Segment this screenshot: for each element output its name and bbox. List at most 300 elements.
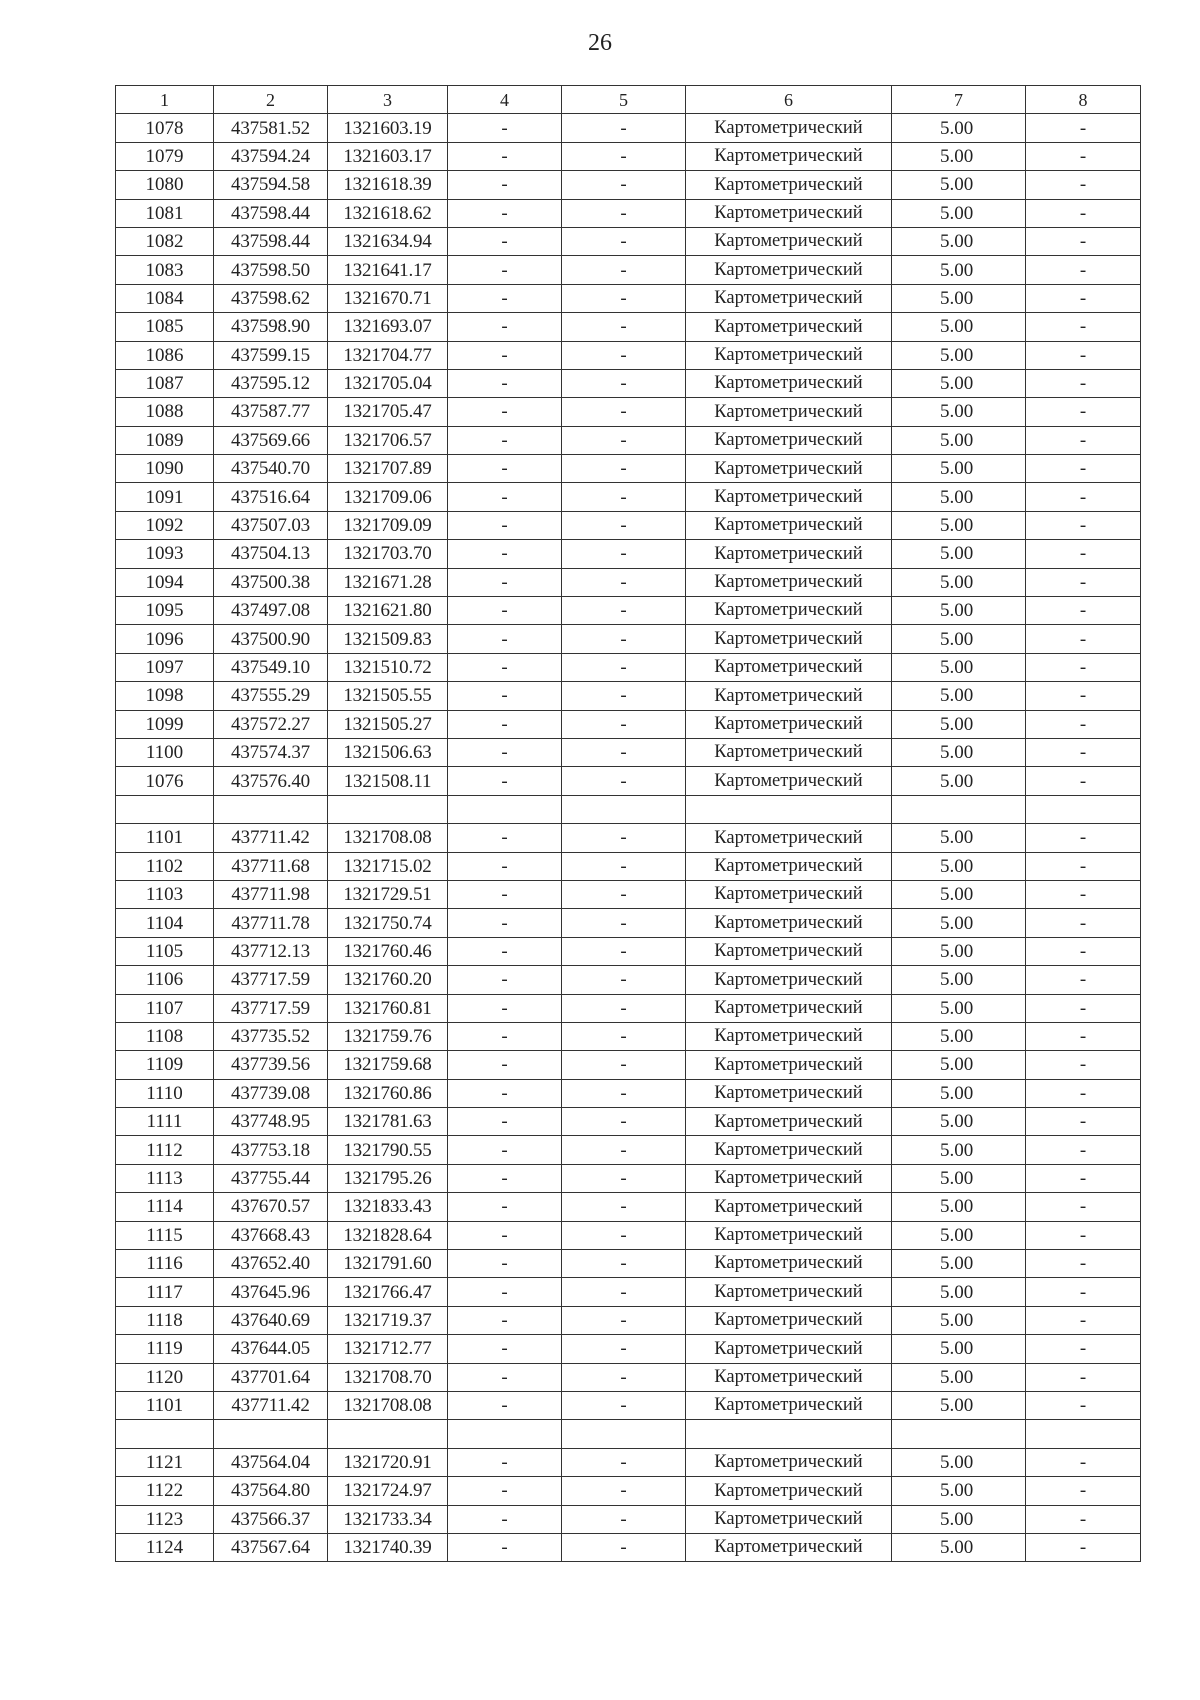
table-row xyxy=(116,540,1141,568)
table-cell-col-8: - xyxy=(1026,256,1141,284)
table-cell-col-5: - xyxy=(562,852,686,880)
table-cell-col-4: - xyxy=(448,1477,562,1505)
table-cell-col-7: 5.00 xyxy=(892,909,1026,937)
table-cell-col-8: - xyxy=(1026,738,1141,766)
table-cell-col-8: - xyxy=(1026,1335,1141,1363)
table-cell-col-7: 5.00 xyxy=(892,568,1026,596)
table-cell-col-6: Картометрический xyxy=(686,313,892,341)
column-header-4: 4 xyxy=(448,86,562,114)
table-cell-col-3: 1321720.91 xyxy=(328,1448,448,1476)
table-row xyxy=(116,1136,1141,1164)
table-cell-col-1: 1102 xyxy=(116,852,214,880)
table-cell-col-4: - xyxy=(448,1505,562,1533)
table-cell-col-1: 1117 xyxy=(116,1278,214,1306)
table-cell-col-3: 1321760.20 xyxy=(328,966,448,994)
table-cell-col-5: - xyxy=(562,1164,686,1192)
table-cell-col-4: - xyxy=(448,171,562,199)
table-cell-col-5: - xyxy=(562,1448,686,1476)
table-row xyxy=(116,767,1141,795)
table-row xyxy=(116,369,1141,397)
table-cell-col-8: - xyxy=(1026,1505,1141,1533)
table-cell-col-5: - xyxy=(562,227,686,255)
table-cell-col-6: Картометрический xyxy=(686,852,892,880)
table-row xyxy=(116,880,1141,908)
table-cell-col-8: - xyxy=(1026,682,1141,710)
table-cell-col-7: 5.00 xyxy=(892,1391,1026,1419)
table-cell-col-1: 1080 xyxy=(116,171,214,199)
table-cell-col-1: 1101 xyxy=(116,1391,214,1419)
table-cell-col-4: - xyxy=(448,1079,562,1107)
table-cell-col-8: - xyxy=(1026,1477,1141,1505)
table-cell-col-3: 1321671.28 xyxy=(328,568,448,596)
table-cell-col-1: 1092 xyxy=(116,511,214,539)
table-cell-col-7: 5.00 xyxy=(892,1306,1026,1334)
table-row xyxy=(116,1108,1141,1136)
table-cell-col-1: 1081 xyxy=(116,199,214,227)
table-cell-col-6: Картометрический xyxy=(686,1108,892,1136)
table-cell-col-3: 1321759.68 xyxy=(328,1051,448,1079)
table-cell-col-7: 5.00 xyxy=(892,369,1026,397)
table-cell-col-6: Картометрический xyxy=(686,1306,892,1334)
table-cell-col-3: 1321750.74 xyxy=(328,909,448,937)
table-cell-col-6: Картометрический xyxy=(686,653,892,681)
table-cell-col-1: 1085 xyxy=(116,313,214,341)
table-cell-col-5: - xyxy=(562,313,686,341)
table-cell-col-4: - xyxy=(448,455,562,483)
column-header-8: 8 xyxy=(1026,86,1141,114)
table-cell-col-7: 5.00 xyxy=(892,682,1026,710)
table-cell-col-6 xyxy=(686,795,892,823)
table-cell-col-1: 1086 xyxy=(116,341,214,369)
table-cell-col-6: Картометрический xyxy=(686,966,892,994)
table-cell-col-8 xyxy=(1026,1420,1141,1448)
table-cell-col-1 xyxy=(116,795,214,823)
table-cell-col-6: Картометрический xyxy=(686,1051,892,1079)
table-cell-col-8 xyxy=(1026,795,1141,823)
table-cell-col-7: 5.00 xyxy=(892,540,1026,568)
table-cell-col-8: - xyxy=(1026,1079,1141,1107)
table-cell-col-3: 1321729.51 xyxy=(328,880,448,908)
table-cell-col-1: 1108 xyxy=(116,1022,214,1050)
table-cell-col-1: 1095 xyxy=(116,597,214,625)
table-cell-col-5: - xyxy=(562,1505,686,1533)
table-cell-col-4: - xyxy=(448,369,562,397)
table-cell-col-8: - xyxy=(1026,341,1141,369)
table-cell-col-4: - xyxy=(448,1391,562,1419)
table-cell-col-1: 1093 xyxy=(116,540,214,568)
table-cell-col-7 xyxy=(892,795,1026,823)
table-cell-col-4: - xyxy=(448,1335,562,1363)
table-cell-col-1: 1109 xyxy=(116,1051,214,1079)
table-cell-col-1: 1105 xyxy=(116,937,214,965)
table-row xyxy=(116,1391,1141,1419)
table-cell-col-8: - xyxy=(1026,852,1141,880)
table-cell-col-3: 1321781.63 xyxy=(328,1108,448,1136)
table-cell-col-1: 1118 xyxy=(116,1306,214,1334)
table-cell-col-7: 5.00 xyxy=(892,994,1026,1022)
table-cell-col-5: - xyxy=(562,199,686,227)
table-cell-col-7: 5.00 xyxy=(892,114,1026,142)
table-cell-col-1: 1114 xyxy=(116,1193,214,1221)
table-cell-col-5: - xyxy=(562,710,686,738)
table-row xyxy=(116,1448,1141,1476)
table-cell-col-1: 1082 xyxy=(116,227,214,255)
table-row xyxy=(116,1335,1141,1363)
table-cell-col-3: 1321766.47 xyxy=(328,1278,448,1306)
table-cell-col-8: - xyxy=(1026,284,1141,312)
table-cell-col-1: 1101 xyxy=(116,824,214,852)
table-cell-col-6: Картометрический xyxy=(686,227,892,255)
table-cell-col-6: Картометрический xyxy=(686,1391,892,1419)
table-cell-col-2: 437755.44 xyxy=(214,1164,328,1192)
table-cell-col-5: - xyxy=(562,1051,686,1079)
table-header-row xyxy=(116,86,1141,114)
table-cell-col-8: - xyxy=(1026,1136,1141,1164)
table-cell-col-5: - xyxy=(562,880,686,908)
column-header-5: 5 xyxy=(562,86,686,114)
table-cell-col-6 xyxy=(686,1420,892,1448)
table-cell-col-8: - xyxy=(1026,398,1141,426)
table-cell-col-2: 437572.27 xyxy=(214,710,328,738)
table-cell-col-8: - xyxy=(1026,1533,1141,1561)
table-cell-col-6: Картометрический xyxy=(686,369,892,397)
table-cell-col-1: 1096 xyxy=(116,625,214,653)
table-cell-col-7: 5.00 xyxy=(892,824,1026,852)
table-cell-col-3 xyxy=(328,1420,448,1448)
table-cell-col-3: 1321740.39 xyxy=(328,1533,448,1561)
table-cell-col-3: 1321703.70 xyxy=(328,540,448,568)
table-cell-col-5: - xyxy=(562,682,686,710)
table-cell-col-7: 5.00 xyxy=(892,1108,1026,1136)
table-cell-col-4 xyxy=(448,1420,562,1448)
table-cell-col-5: - xyxy=(562,341,686,369)
table-row xyxy=(116,1363,1141,1391)
table-cell-col-3: 1321670.71 xyxy=(328,284,448,312)
table-cell-col-6: Картометрический xyxy=(686,1164,892,1192)
table-cell-col-1: 1110 xyxy=(116,1079,214,1107)
table-cell-col-6: Картометрический xyxy=(686,738,892,766)
table-cell-col-7: 5.00 xyxy=(892,597,1026,625)
table-cell-col-8: - xyxy=(1026,1221,1141,1249)
table-cell-col-4: - xyxy=(448,398,562,426)
table-cell-col-8: - xyxy=(1026,1108,1141,1136)
table-cell-col-4: - xyxy=(448,738,562,766)
table-cell-col-4: - xyxy=(448,1533,562,1561)
table-cell-col-2: 437670.57 xyxy=(214,1193,328,1221)
table-cell-col-1: 1103 xyxy=(116,880,214,908)
table-cell-col-6: Картометрический xyxy=(686,483,892,511)
table-cell-col-2: 437598.62 xyxy=(214,284,328,312)
column-header-1: 1 xyxy=(116,86,214,114)
table-cell-col-2: 437701.64 xyxy=(214,1363,328,1391)
table-cell-col-4: - xyxy=(448,284,562,312)
table-cell-col-7: 5.00 xyxy=(892,1278,1026,1306)
table-cell-col-4: - xyxy=(448,341,562,369)
table-cell-col-5: - xyxy=(562,1306,686,1334)
table-cell-col-1: 1076 xyxy=(116,767,214,795)
table-cell-col-8: - xyxy=(1026,426,1141,454)
table-cell-col-7: 5.00 xyxy=(892,852,1026,880)
table-cell-col-7: 5.00 xyxy=(892,483,1026,511)
table-cell-col-5: - xyxy=(562,653,686,681)
table-cell-col-2: 437712.13 xyxy=(214,937,328,965)
table-cell-col-3: 1321506.63 xyxy=(328,738,448,766)
table-cell-col-3: 1321505.27 xyxy=(328,710,448,738)
table-cell-col-8: - xyxy=(1026,1022,1141,1050)
table-row xyxy=(116,256,1141,284)
table-cell-col-8: - xyxy=(1026,597,1141,625)
table-cell-col-7: 5.00 xyxy=(892,1335,1026,1363)
table-cell-col-2: 437516.64 xyxy=(214,483,328,511)
table-cell-col-3: 1321759.76 xyxy=(328,1022,448,1050)
table-row xyxy=(116,341,1141,369)
table-cell-col-3: 1321795.26 xyxy=(328,1164,448,1192)
table-row xyxy=(116,568,1141,596)
table-cell-col-4: - xyxy=(448,1278,562,1306)
column-header-7: 7 xyxy=(892,86,1026,114)
table-cell-col-2: 437587.77 xyxy=(214,398,328,426)
table-cell-col-6: Картометрический xyxy=(686,1136,892,1164)
table-cell-col-6: Картометрический xyxy=(686,682,892,710)
table-cell-col-1: 1123 xyxy=(116,1505,214,1533)
table-cell-col-3: 1321724.97 xyxy=(328,1477,448,1505)
column-header-3: 3 xyxy=(328,86,448,114)
table-cell-col-5: - xyxy=(562,1391,686,1419)
table-cell-col-4: - xyxy=(448,1306,562,1334)
table-cell-col-5 xyxy=(562,1420,686,1448)
table-row xyxy=(116,398,1141,426)
table-cell-col-1: 1100 xyxy=(116,738,214,766)
table-cell-col-8: - xyxy=(1026,114,1141,142)
table-cell-col-2: 437739.56 xyxy=(214,1051,328,1079)
table-cell-col-5: - xyxy=(562,1477,686,1505)
table-cell-col-1: 1090 xyxy=(116,455,214,483)
table-cell-col-3: 1321621.80 xyxy=(328,597,448,625)
table-cell-col-4: - xyxy=(448,1108,562,1136)
table-cell-col-8: - xyxy=(1026,483,1141,511)
table-cell-col-7: 5.00 xyxy=(892,1221,1026,1249)
table-cell-col-7: 5.00 xyxy=(892,171,1026,199)
table-row xyxy=(116,1250,1141,1278)
table-cell-col-5: - xyxy=(562,625,686,653)
column-header-6: 6 xyxy=(686,86,892,114)
table-cell-col-7: 5.00 xyxy=(892,313,1026,341)
table-cell-col-8: - xyxy=(1026,1051,1141,1079)
table-cell-col-5: - xyxy=(562,1079,686,1107)
table-cell-col-3: 1321709.06 xyxy=(328,483,448,511)
table-cell-col-2: 437595.12 xyxy=(214,369,328,397)
table-cell-col-3: 1321708.08 xyxy=(328,824,448,852)
table-cell-col-5: - xyxy=(562,1335,686,1363)
table-cell-col-3: 1321510.72 xyxy=(328,653,448,681)
table-cell-col-5: - xyxy=(562,114,686,142)
table-cell-col-8: - xyxy=(1026,369,1141,397)
table-cell-col-2: 437569.66 xyxy=(214,426,328,454)
table-cell-col-5: - xyxy=(562,142,686,170)
table-cell-col-4: - xyxy=(448,568,562,596)
table-cell-col-8: - xyxy=(1026,455,1141,483)
table-cell-col-1: 1106 xyxy=(116,966,214,994)
table-cell-col-7: 5.00 xyxy=(892,511,1026,539)
table-cell-col-2: 437717.59 xyxy=(214,966,328,994)
table-cell-col-5: - xyxy=(562,767,686,795)
table-cell-col-5: - xyxy=(562,284,686,312)
table-cell-col-4: - xyxy=(448,909,562,937)
table-cell-col-3: 1321509.83 xyxy=(328,625,448,653)
table-cell-col-8: - xyxy=(1026,966,1141,994)
table-cell-col-6: Картометрический xyxy=(686,142,892,170)
table-cell-col-6: Картометрический xyxy=(686,994,892,1022)
table-cell-col-6: Картометрический xyxy=(686,1363,892,1391)
table-cell-col-4: - xyxy=(448,824,562,852)
table-cell-col-6: Картометрический xyxy=(686,767,892,795)
table-cell-col-2: 437581.52 xyxy=(214,114,328,142)
table-cell-col-3: 1321705.47 xyxy=(328,398,448,426)
table-cell-col-8: - xyxy=(1026,199,1141,227)
table-cell-col-4: - xyxy=(448,256,562,284)
table-cell-col-6: Картометрический xyxy=(686,625,892,653)
table-cell-col-5: - xyxy=(562,1278,686,1306)
table-cell-col-7: 5.00 xyxy=(892,1363,1026,1391)
table-cell-col-3: 1321709.09 xyxy=(328,511,448,539)
table-row xyxy=(116,1164,1141,1192)
table-cell-col-3: 1321760.81 xyxy=(328,994,448,1022)
table-cell-col-6: Картометрический xyxy=(686,341,892,369)
table-cell-col-2: 437497.08 xyxy=(214,597,328,625)
table-cell-col-1: 1121 xyxy=(116,1448,214,1476)
table-cell-col-2: 437739.08 xyxy=(214,1079,328,1107)
table-row xyxy=(116,1193,1141,1221)
table-cell-col-3: 1321508.11 xyxy=(328,767,448,795)
table-cell-col-3: 1321704.77 xyxy=(328,341,448,369)
table-cell-col-4: - xyxy=(448,426,562,454)
table-cell-col-3: 1321791.60 xyxy=(328,1250,448,1278)
table-cell-col-5: - xyxy=(562,1193,686,1221)
table-cell-col-8: - xyxy=(1026,909,1141,937)
table-row xyxy=(116,171,1141,199)
table-cell-col-5: - xyxy=(562,597,686,625)
table-row xyxy=(116,909,1141,937)
table-cell-col-7: 5.00 xyxy=(892,341,1026,369)
coordinates-table xyxy=(115,85,1141,1562)
table-cell-col-2: 437598.50 xyxy=(214,256,328,284)
table-cell-col-8: - xyxy=(1026,171,1141,199)
table-cell-col-1: 1113 xyxy=(116,1164,214,1192)
table-cell-col-5: - xyxy=(562,1221,686,1249)
table-cell-col-7: 5.00 xyxy=(892,767,1026,795)
table-cell-col-3: 1321828.64 xyxy=(328,1221,448,1249)
table-cell-col-2: 437507.03 xyxy=(214,511,328,539)
table-cell-col-5: - xyxy=(562,369,686,397)
table-cell-col-2 xyxy=(214,1420,328,1448)
table-cell-col-4: - xyxy=(448,114,562,142)
table-cell-col-1: 1104 xyxy=(116,909,214,937)
table-cell-col-1: 1089 xyxy=(116,426,214,454)
table-cell-col-7: 5.00 xyxy=(892,199,1026,227)
table-cell-col-6: Картометрический xyxy=(686,511,892,539)
table-cell-col-2: 437652.40 xyxy=(214,1250,328,1278)
table-cell-col-2: 437566.37 xyxy=(214,1505,328,1533)
table-cell-col-3: 1321693.07 xyxy=(328,313,448,341)
table-row xyxy=(116,966,1141,994)
table-cell-col-6: Картометрический xyxy=(686,398,892,426)
table-cell-col-2: 437598.44 xyxy=(214,199,328,227)
table-cell-col-4: - xyxy=(448,1164,562,1192)
table-row xyxy=(116,114,1141,142)
table-cell-col-7: 5.00 xyxy=(892,426,1026,454)
table-cell-col-2: 437564.04 xyxy=(214,1448,328,1476)
table-cell-col-3: 1321707.89 xyxy=(328,455,448,483)
table-cell-col-2: 437717.59 xyxy=(214,994,328,1022)
column-header-2: 2 xyxy=(214,86,328,114)
table-cell-col-8: - xyxy=(1026,540,1141,568)
table-cell-col-7: 5.00 xyxy=(892,1448,1026,1476)
table-cell-col-2: 437668.43 xyxy=(214,1221,328,1249)
table-cell-col-1: 1083 xyxy=(116,256,214,284)
table-cell-col-4: - xyxy=(448,142,562,170)
table-cell-col-4: - xyxy=(448,1221,562,1249)
table-cell-col-4: - xyxy=(448,1193,562,1221)
table-cell-col-7 xyxy=(892,1420,1026,1448)
table-cell-col-3: 1321641.17 xyxy=(328,256,448,284)
table-cell-col-2: 437598.44 xyxy=(214,227,328,255)
table-row xyxy=(116,1221,1141,1249)
table-cell-col-1: 1094 xyxy=(116,568,214,596)
table-cell-col-4: - xyxy=(448,994,562,1022)
table-cell-col-5: - xyxy=(562,1250,686,1278)
table-cell-col-6: Картометрический xyxy=(686,1448,892,1476)
table-cell-col-5: - xyxy=(562,256,686,284)
table-cell-col-2: 437564.80 xyxy=(214,1477,328,1505)
table-cell-col-5: - xyxy=(562,426,686,454)
table-cell-col-7: 5.00 xyxy=(892,1022,1026,1050)
table-cell-col-7: 5.00 xyxy=(892,1477,1026,1505)
table-cell-col-1: 1107 xyxy=(116,994,214,1022)
table-cell-col-6: Картометрический xyxy=(686,256,892,284)
table-cell-col-7: 5.00 xyxy=(892,710,1026,738)
table-cell-col-1: 1079 xyxy=(116,142,214,170)
table-cell-col-7: 5.00 xyxy=(892,1136,1026,1164)
table-row xyxy=(116,625,1141,653)
table-cell-col-8: - xyxy=(1026,710,1141,738)
table-cell-col-8: - xyxy=(1026,568,1141,596)
table-cell-col-2: 437549.10 xyxy=(214,653,328,681)
table-row xyxy=(116,852,1141,880)
table-cell-col-2: 437753.18 xyxy=(214,1136,328,1164)
table-cell-col-4: - xyxy=(448,511,562,539)
table-cell-col-8: - xyxy=(1026,625,1141,653)
table-cell-col-1: 1098 xyxy=(116,682,214,710)
table-cell-col-7: 5.00 xyxy=(892,653,1026,681)
table-cell-col-7: 5.00 xyxy=(892,937,1026,965)
table-cell-col-6: Картометрический xyxy=(686,426,892,454)
table-cell-col-4: - xyxy=(448,966,562,994)
table-cell-col-5: - xyxy=(562,909,686,937)
table-cell-col-4: - xyxy=(448,1022,562,1050)
table-cell-col-3: 1321618.62 xyxy=(328,199,448,227)
table-cell-col-3: 1321634.94 xyxy=(328,227,448,255)
table-cell-col-8: - xyxy=(1026,1448,1141,1476)
table-cell-col-8: - xyxy=(1026,1250,1141,1278)
table-cell-col-2: 437598.90 xyxy=(214,313,328,341)
table-cell-col-5: - xyxy=(562,1363,686,1391)
table-cell-col-1: 1116 xyxy=(116,1250,214,1278)
table-cell-col-1: 1097 xyxy=(116,653,214,681)
table-cell-col-2: 437711.42 xyxy=(214,824,328,852)
table-cell-col-1: 1120 xyxy=(116,1363,214,1391)
table-cell-col-8: - xyxy=(1026,880,1141,908)
table-cell-col-1: 1099 xyxy=(116,710,214,738)
